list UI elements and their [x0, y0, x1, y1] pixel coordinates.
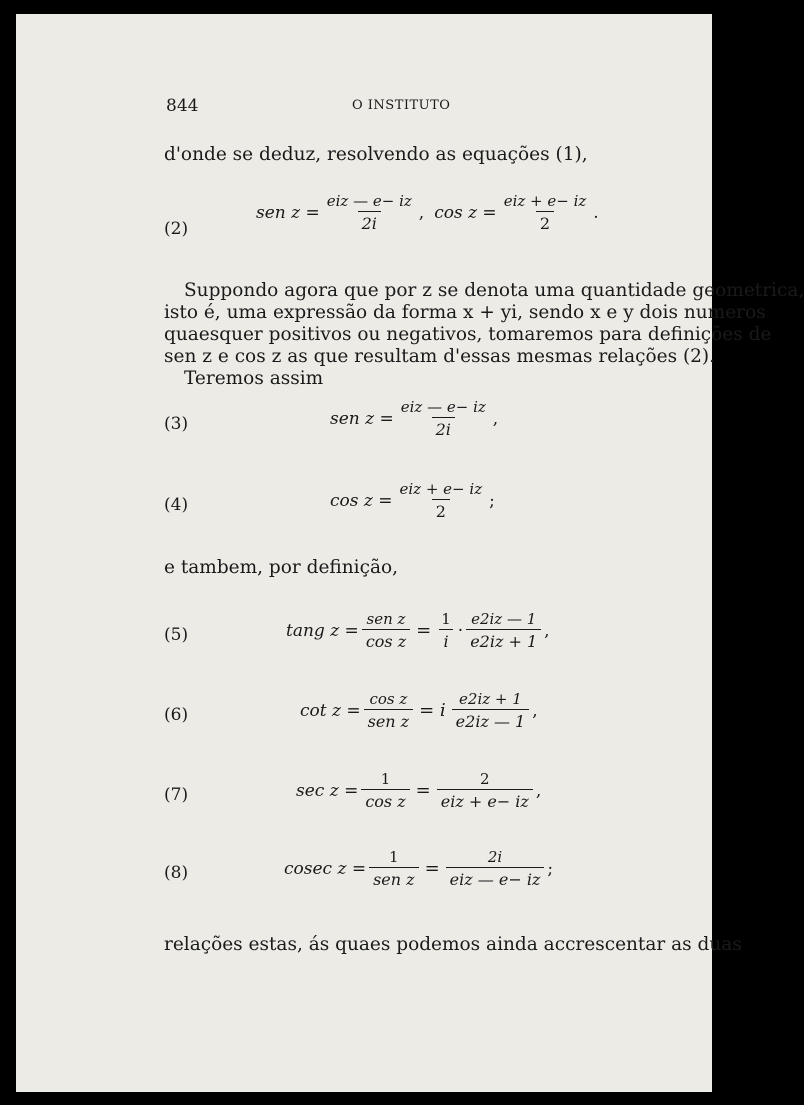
eq2-cos-lhs: cos z = — [434, 202, 497, 223]
eq2-sen-denominator: 2i — [358, 211, 381, 233]
eq5 — [286, 610, 550, 651]
eq2-sen-fraction — [323, 192, 416, 233]
eq5-end: , — [544, 620, 550, 641]
intro-line: d'onde se deduz, resolvendo as equações (1), — [164, 144, 588, 165]
eq3-denominator: 2i — [432, 417, 455, 439]
book-page — [16, 14, 804, 1092]
eq5-number: (5) — [164, 625, 189, 645]
eq5-fraction-2 — [437, 610, 455, 651]
eq2-sen-numerator: eiz — e− iz — [326, 192, 412, 210]
eq6-f1-denominator: sen z — [364, 709, 414, 731]
eq8-f1-denominator: sen z — [369, 867, 419, 889]
eq7 — [296, 770, 541, 811]
eq6 — [300, 690, 538, 731]
eq5-fraction-3 — [466, 610, 541, 651]
eq3-fraction — [397, 398, 490, 439]
eq8 — [284, 848, 553, 889]
eq2-cos-denominator: 2 — [536, 211, 554, 233]
eq6-f1-numerator: cos z — [369, 690, 408, 708]
eq6-fraction-1 — [364, 690, 414, 731]
closing-line: relações estas, ás quaes podemos ainda accrescentar as duas — [164, 934, 742, 955]
eq6-end: , — [532, 700, 538, 721]
eq5-f3-numerator: e2iz — 1 — [471, 610, 537, 628]
eq8-f2-denominator: eiz — e− iz — [446, 867, 545, 889]
eq5-f2-numerator: 1 — [441, 610, 451, 628]
eq7-end: , — [535, 780, 542, 801]
eq4-number: (4) — [164, 495, 189, 515]
eq7-fraction-2 — [437, 770, 533, 811]
eq4-end: ; — [489, 490, 495, 511]
eq8-lhs: cosec z = — [284, 858, 367, 879]
eq3-end: , — [492, 408, 499, 429]
paragraph-line-5: Teremos assim — [184, 368, 324, 389]
eq3-number: (3) — [164, 414, 189, 434]
eq3-lhs: sen z = — [330, 408, 394, 429]
eq7-f2-numerator: 2 — [480, 770, 490, 788]
eq8-f2-numerator: 2i — [487, 848, 503, 866]
eq5-f2-denominator: i — [439, 629, 452, 651]
running-header: O INSTITUTO — [352, 98, 451, 113]
eq6-f2-numerator: e2iz + 1 — [459, 690, 522, 708]
eq5-f3-denominator: e2iz + 1 — [466, 629, 541, 651]
eq6-fraction-2 — [452, 690, 530, 731]
eq4-fraction — [396, 480, 487, 521]
eq2-separator: , — [418, 202, 425, 223]
eq5-fraction-1 — [362, 610, 410, 651]
eq7-equals: = — [415, 780, 431, 801]
eq3 — [330, 398, 498, 439]
eq2-sen-lhs: sen z = — [256, 202, 320, 223]
page-number: 844 — [166, 96, 199, 116]
eq6-f2-denominator: e2iz — 1 — [452, 709, 530, 731]
eq2-cos-fraction — [500, 192, 591, 233]
paragraph-line-2: isto é, uma expressão da forma x + yi, sendo x e y dois numeros — [164, 302, 766, 323]
eq8-fraction-1 — [369, 848, 419, 889]
eq8-end: ; — [547, 858, 554, 879]
eq7-f2-denominator: eiz + e− iz — [437, 789, 533, 811]
eq8-equals: = — [424, 858, 440, 879]
eq2 — [256, 192, 599, 233]
eq5-f1-denominator: cos z — [362, 629, 410, 651]
eq8-fraction-2 — [446, 848, 545, 889]
eq7-f1-numerator: 1 — [380, 770, 391, 788]
eq2-cos-numerator: eiz + e− iz — [503, 192, 587, 210]
eq7-fraction-1 — [361, 770, 409, 811]
eq2-number: (2) — [164, 219, 189, 239]
eq5-f1-numerator: sen z — [366, 610, 406, 628]
eq6-number: (6) — [164, 705, 189, 725]
eq6-equals: = i — [419, 700, 446, 721]
eq7-lhs: sec z = — [296, 780, 359, 801]
eq7-number: (7) — [164, 785, 189, 805]
eq5-lhs: tang z = — [286, 620, 359, 641]
definition-line: e tambem, por definição, — [164, 557, 399, 578]
eq4 — [330, 480, 495, 521]
eq5-equals: = — [416, 620, 432, 641]
eq4-lhs: cos z = — [330, 490, 393, 511]
eq3-numerator: eiz — e− iz — [400, 398, 486, 416]
eq4-denominator: 2 — [432, 499, 450, 521]
eq4-numerator: eiz + e− iz — [399, 480, 483, 498]
eq8-number: (8) — [164, 863, 189, 883]
eq5-dot: · — [457, 620, 464, 641]
paragraph-line-3: quaesquer positivos ou negativos, tomaremos para definições de — [164, 324, 772, 345]
paragraph-line-4: sen z e cos z as que resultam d'essas mesmas relações (2). — [164, 346, 716, 367]
eq7-f1-denominator: cos z — [361, 789, 409, 811]
eq6-lhs: cot z = — [300, 700, 361, 721]
eq2-end: . — [593, 202, 599, 223]
paragraph-line-1: Suppondo agora que por z se denota uma quantidade geometrica, — [184, 280, 804, 301]
eq8-f1-numerator: 1 — [389, 848, 399, 866]
